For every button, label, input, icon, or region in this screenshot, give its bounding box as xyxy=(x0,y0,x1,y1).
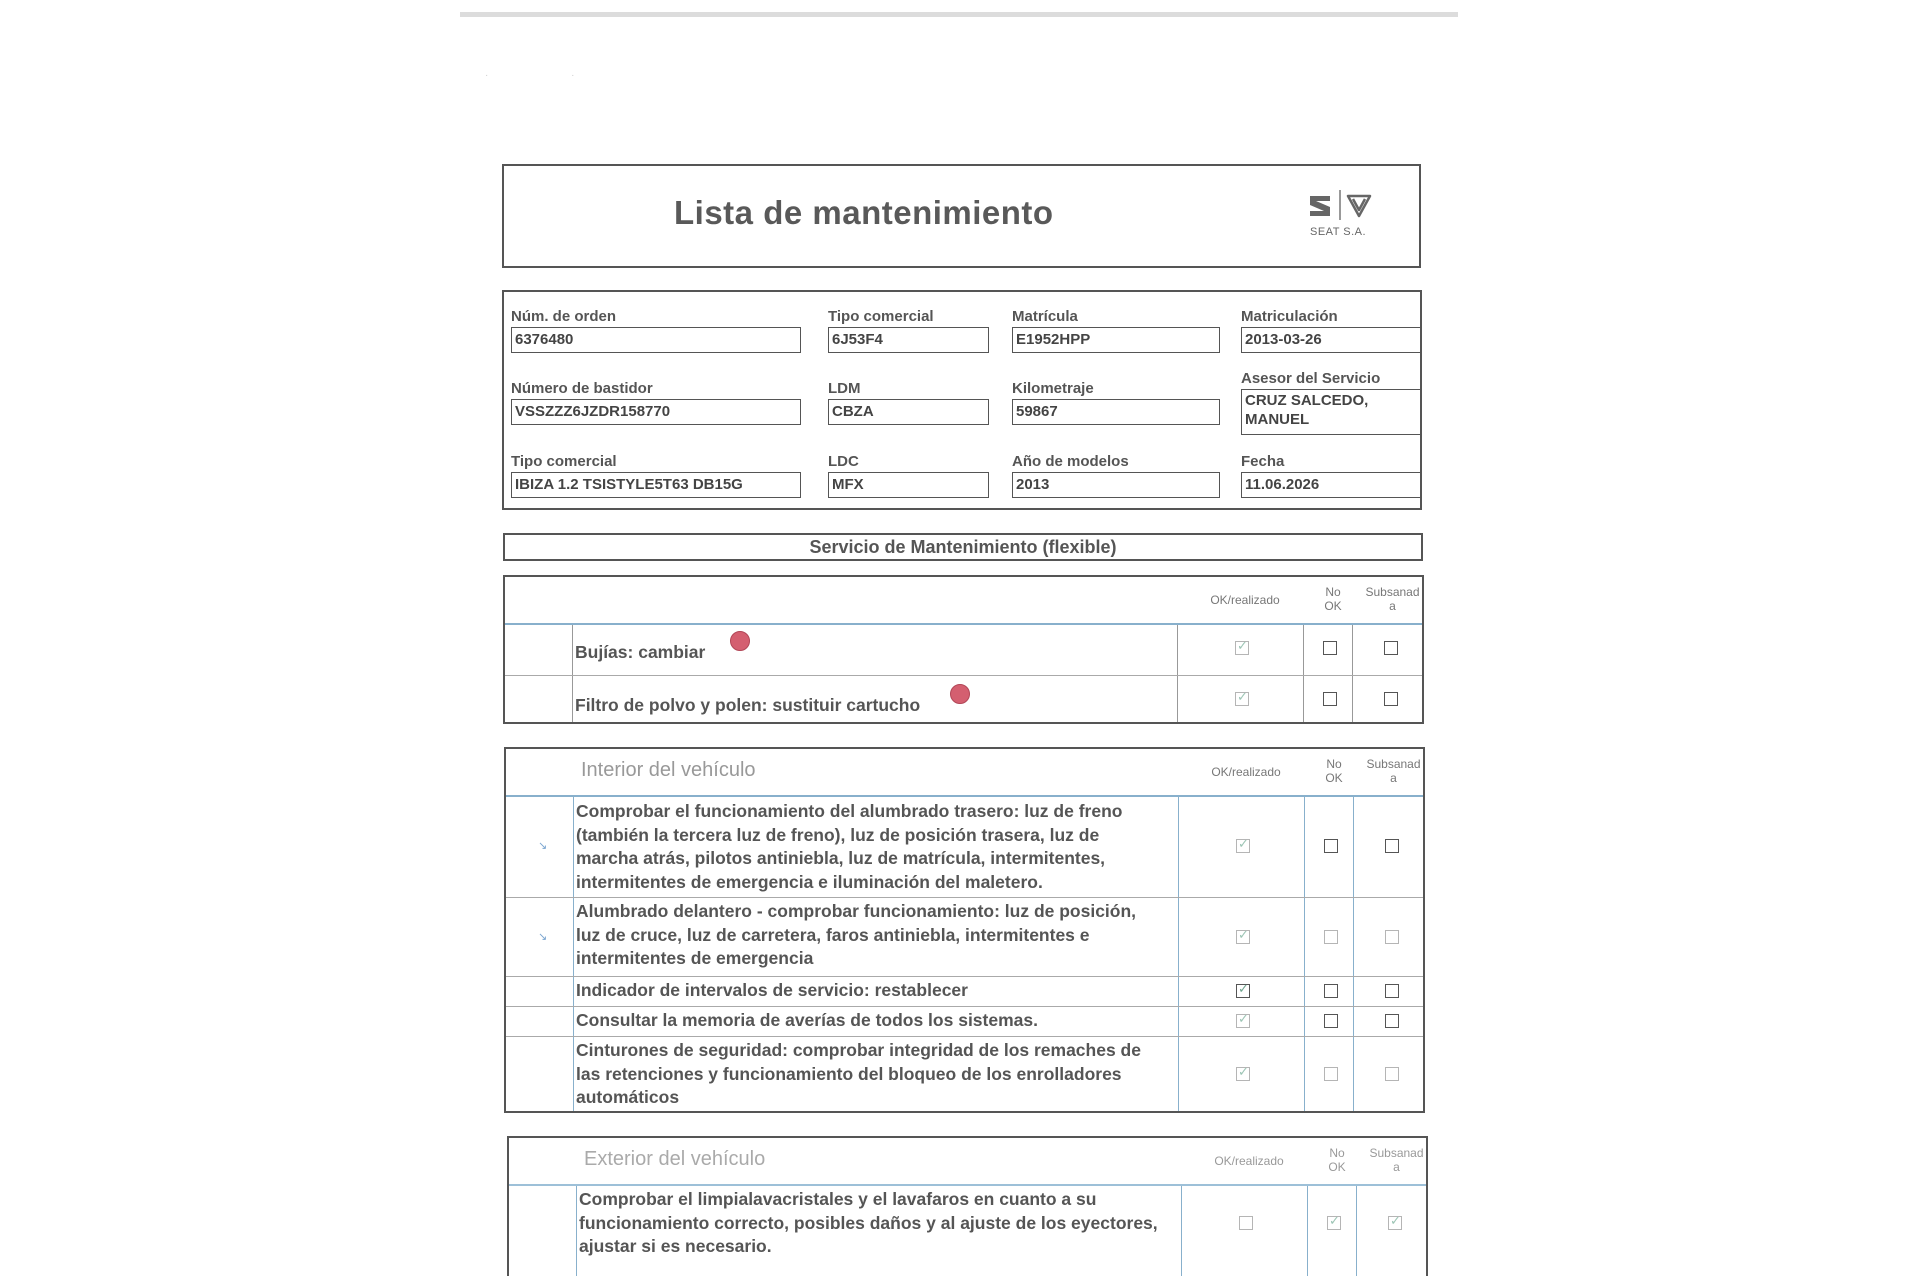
item-line: Cinturones de seguridad: comprobar integridad de los remaches de xyxy=(576,1040,1141,1060)
subsanada-checkbox[interactable] xyxy=(1384,641,1398,655)
field-num-orden xyxy=(511,308,801,353)
item-line: luz de cruce, luz de carretera, faros antiniebla, intermitentes e xyxy=(576,924,1090,945)
scan-edge xyxy=(460,12,1458,17)
table-row xyxy=(509,1186,1426,1266)
item-line: intermitentes de emergencia xyxy=(576,948,814,968)
table-row xyxy=(505,675,1422,725)
field-ldm xyxy=(828,380,989,425)
table-header xyxy=(506,749,1423,797)
label: Matrícula xyxy=(1012,308,1078,325)
subsanada-checkbox[interactable] xyxy=(1384,692,1398,706)
field-matriculacion xyxy=(1241,308,1421,353)
field-asesor xyxy=(1241,370,1421,435)
col-no-ok-line1: No xyxy=(1329,1146,1345,1160)
subsanada-checkbox[interactable] xyxy=(1385,839,1399,853)
label: Número de bastidor xyxy=(511,380,653,397)
item-line: Comprobar el funcionamiento del alumbrado trasero: luz de freno xyxy=(576,801,1123,821)
subsanada-checkbox[interactable] xyxy=(1385,1014,1399,1028)
field-ano-modelos xyxy=(1012,453,1220,498)
field-tipo-comercial-desc xyxy=(511,453,801,498)
item-line: Alumbrado delantero - comprobar funcionamiento: luz de posición, xyxy=(576,901,1137,921)
ok-checkbox[interactable] xyxy=(1236,1067,1250,1081)
no-ok-checkbox[interactable] xyxy=(1324,984,1338,998)
value: 6J53F4 xyxy=(828,327,989,353)
value xyxy=(1241,389,1421,435)
field-fecha xyxy=(1241,453,1421,498)
no-ok-checkbox[interactable] xyxy=(1324,839,1338,853)
no-ok-checkbox[interactable] xyxy=(1327,1216,1341,1230)
field-kilometraje xyxy=(1012,380,1220,425)
section-title-exterior: Exterior del vehículo xyxy=(584,1148,766,1170)
item-line: marcha atrás, pilotos antiniebla, luz de matrícula, intermitentes, xyxy=(576,848,1106,868)
no-ok-checkbox[interactable] xyxy=(1324,930,1338,944)
item-line: funcionamiento correcto, posibles daños y al ajuste de los eyectores, xyxy=(579,1212,1158,1233)
no-ok-checkbox[interactable] xyxy=(1324,1014,1338,1028)
col-no-ok-header xyxy=(1314,757,1354,785)
subsanada-checkbox[interactable] xyxy=(1388,1216,1402,1230)
ok-checkbox[interactable] xyxy=(1236,930,1250,944)
label: Tipo comercial xyxy=(511,453,617,470)
item-text xyxy=(576,1039,1141,1110)
ok-checkbox[interactable] xyxy=(1235,641,1249,655)
subsanada-checkbox[interactable] xyxy=(1385,984,1399,998)
header-box xyxy=(502,164,1421,268)
item-line: Comprobar el limpialavacristales y el lavafaros en cuanto a su xyxy=(579,1189,1097,1209)
item-line: intermitentes de emergencia e iluminación del maletero. xyxy=(576,871,1043,892)
col-subsanada-line2: a xyxy=(1389,599,1396,613)
side-mark-icon: ↘ xyxy=(538,931,548,943)
service-title-box xyxy=(503,533,1423,561)
order-info-box xyxy=(502,290,1422,510)
col-subsanada-line2: a xyxy=(1393,1160,1400,1174)
ok-checkbox[interactable] xyxy=(1236,1014,1250,1028)
service-title: Servicio de Mantenimiento (flexible) xyxy=(809,537,1117,557)
col-subsanada-line1: Subsanad xyxy=(1369,1146,1424,1160)
value: IBIZA 1.2 TSISTYLE5T63 DB15G xyxy=(511,472,801,498)
table-header xyxy=(505,577,1422,625)
label: Matriculación xyxy=(1241,308,1338,325)
value: 11.06.2026 xyxy=(1241,472,1421,498)
ok-checkbox[interactable] xyxy=(1236,984,1250,998)
subsanada-checkbox[interactable] xyxy=(1385,930,1399,944)
logo-text: SEAT S.A. xyxy=(1310,226,1367,238)
label: Año de modelos xyxy=(1012,453,1129,470)
col-no-ok-line2: OK xyxy=(1328,1160,1346,1174)
field-matricula xyxy=(1012,308,1220,353)
item-line: ajustar si es necesario. xyxy=(579,1236,772,1256)
exterior-table xyxy=(507,1136,1428,1276)
section-title-interior: Interior del vehículo xyxy=(581,759,756,781)
asesor-line-2: MANUEL xyxy=(1245,411,1310,428)
document-title: Lista de mantenimiento xyxy=(674,194,1054,231)
service-table xyxy=(503,575,1424,724)
label: Núm. de orden xyxy=(511,308,617,325)
label: LDM xyxy=(828,380,861,397)
item-text: Consultar la memoria de averías de todos los sistemas. xyxy=(576,1010,1038,1030)
col-no-ok-header xyxy=(1313,585,1353,613)
subsanada-checkbox[interactable] xyxy=(1385,1067,1399,1081)
asesor-line-1: CRUZ SALCEDO, xyxy=(1245,392,1369,409)
table-row xyxy=(506,976,1423,1007)
field-tipo-comercial-code xyxy=(828,308,989,353)
table-row xyxy=(506,1036,1423,1114)
value: MFX xyxy=(828,472,989,498)
col-subsanada-header xyxy=(1360,585,1425,613)
col-no-ok-line2: OK xyxy=(1324,599,1342,613)
value: CBZA xyxy=(828,399,989,425)
item-line: las retenciones y funcionamiento del bloqueo de los enrolladores xyxy=(576,1063,1122,1084)
col-subsanada-line2: a xyxy=(1390,771,1397,785)
col-ok-header: OK/realizado xyxy=(1214,1154,1284,1168)
col-subsanada-line1: Subsanad xyxy=(1366,757,1421,771)
value: 2013-03-26 xyxy=(1241,327,1421,353)
red-marker-dot xyxy=(730,631,750,651)
table-row xyxy=(506,797,1423,897)
col-no-ok-header xyxy=(1317,1146,1357,1174)
col-no-ok-line1: No xyxy=(1326,757,1342,771)
field-ldc xyxy=(828,453,989,498)
value: 59867 xyxy=(1012,399,1220,425)
ok-checkbox[interactable] xyxy=(1236,839,1250,853)
table-row xyxy=(506,1006,1423,1037)
value: 2013 xyxy=(1012,472,1220,498)
label: Asesor del Servicio xyxy=(1241,370,1381,387)
value: VSSZZZ6JZDR158770 xyxy=(511,399,801,425)
col-subsanada-header xyxy=(1361,757,1426,785)
label: LDC xyxy=(828,453,859,470)
col-subsanada-line1: Subsanad xyxy=(1365,585,1420,599)
value: E1952HPP xyxy=(1012,327,1220,353)
item-text xyxy=(576,900,1136,971)
no-ok-checkbox[interactable] xyxy=(1323,692,1337,706)
col-ok-header: OK/realizado xyxy=(1211,765,1281,779)
label: Kilometraje xyxy=(1012,380,1094,397)
col-ok-header: OK/realizado xyxy=(1210,593,1280,607)
ok-checkbox[interactable] xyxy=(1235,692,1249,706)
label: Tipo comercial xyxy=(828,308,934,325)
col-subsanada-header xyxy=(1364,1146,1429,1174)
item-line: (también la tercera luz de freno), luz de posición trasera, luz de xyxy=(576,824,1100,845)
table-row xyxy=(505,625,1422,675)
scan-specks: · · xyxy=(485,70,615,81)
no-ok-checkbox[interactable] xyxy=(1324,1067,1338,1081)
interior-table xyxy=(504,747,1425,1113)
table-header xyxy=(509,1138,1426,1186)
item-text: Indicador de intervalos de servicio: restablecer xyxy=(576,980,968,1000)
red-marker-dot xyxy=(950,684,970,704)
field-bastidor xyxy=(511,380,801,425)
ok-checkbox[interactable] xyxy=(1239,1216,1253,1230)
no-ok-checkbox[interactable] xyxy=(1323,641,1337,655)
col-no-ok-line2: OK xyxy=(1325,771,1343,785)
item-line: automáticos xyxy=(576,1087,680,1107)
col-no-ok-line1: No xyxy=(1325,585,1341,599)
label: Fecha xyxy=(1241,453,1285,470)
item-text: Bujías: cambiar xyxy=(575,642,706,662)
side-mark-icon: ↘ xyxy=(538,840,548,852)
seat-cupra-logo-icon xyxy=(1306,184,1386,254)
item-text xyxy=(579,1188,1158,1259)
table-row xyxy=(506,897,1423,977)
item-text: Filtro de polvo y polen: sustituir cartucho xyxy=(575,695,921,715)
item-text xyxy=(576,800,1122,894)
value: 6376480 xyxy=(511,327,801,353)
